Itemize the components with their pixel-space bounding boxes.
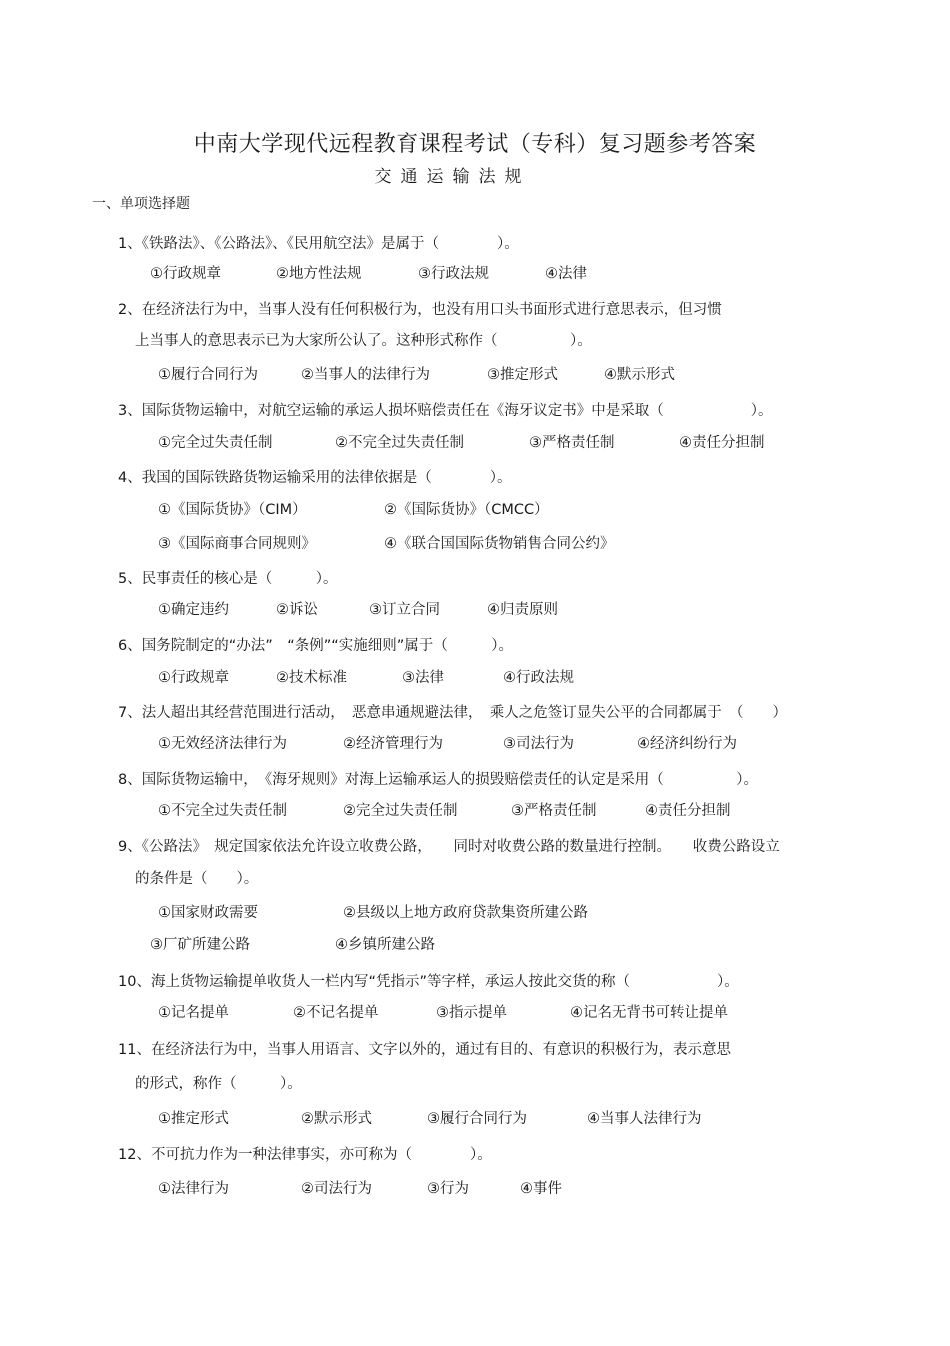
q4-option-1: ①《国际货协》（CIM） (158, 502, 307, 518)
q12-option-2: ②司法行为 (301, 1181, 372, 1197)
q7-option-1: ①无效经济法律行为 (158, 736, 287, 752)
q9-option-3: ③厂矿所建公路 (150, 937, 250, 953)
question-7-text: 7、法人超出其经营范围进行活动， 恶意串通规避法律， 乘人之危签订显失公平的合同都属于 （ ） (118, 705, 787, 721)
q12-option-1: ①法律行为 (158, 1181, 229, 1197)
q5-option-2: ②诉讼 (276, 602, 318, 618)
question-4-text: 4、我国的国际铁路货物运输采用的法律依据是（ ）。 (118, 470, 512, 486)
question-8-text: 8、国际货物运输中， 《海牙规则》对海上运输承运人的损毁赔偿责任的认定是采用（ ）。 (118, 772, 758, 788)
q2-option-2: ②当事人的法律行为 (301, 367, 430, 383)
q7-option-4: ④经济纠纷行为 (637, 736, 737, 752)
q2-option-3: ③推定形式 (487, 367, 558, 383)
q1-option-4: ④法律 (545, 266, 587, 282)
q10-option-4: ④记名无背书可转让提单 (570, 1005, 728, 1021)
q1-option-1: ①行政规章 (150, 266, 221, 282)
page-subtitle: 交通运输法规 (374, 167, 531, 187)
q1-option-2: ②地方性法规 (276, 266, 362, 282)
q4-option-3: ③《国际商事合同规则》 (158, 536, 316, 552)
q10-option-3: ③指示提单 (436, 1005, 507, 1021)
page-title: 中南大学现代远程教育课程考试（专科）复习题参考答案 (193, 132, 757, 157)
question-2-text-cont: 上当事人的意思表示已为大家所公认了。这种形式称作（ ）。 (135, 333, 592, 349)
question-2-text: 2、在经济法行为中，当事人没有任何积极行为，也没有用口头书面形式进行意思表示，但习惯 (118, 302, 722, 318)
q7-option-3: ③司法行为 (503, 736, 574, 752)
q12-option-4: ④事件 (520, 1181, 562, 1197)
q11-option-2: ②默示形式 (301, 1111, 372, 1127)
q6-option-3: ③法律 (402, 670, 444, 686)
question-9-text-cont: 的条件是（ ）。 (135, 871, 259, 887)
question-10-text: 10、海上货物运输提单收货人一栏内写“凭指示”等字样，承运人按此交货的称（ ）。 (118, 974, 739, 990)
q11-option-4: ④当事人法律行为 (587, 1111, 702, 1127)
question-6-text: 6、国务院制定的“办法” “条例”“实施细则”属于（ ）。 (118, 638, 514, 654)
q7-option-2: ②经济管理行为 (343, 736, 443, 752)
q9-option-4: ④乡镇所建公路 (335, 937, 435, 953)
q11-option-1: ①推定形式 (158, 1111, 229, 1127)
question-12-text: 12、不可抗力作为一种法律事实，亦可称为（ ）。 (118, 1147, 492, 1163)
q5-option-3: ③订立合同 (369, 602, 440, 618)
q8-option-2: ②完全过失责任制 (343, 803, 458, 819)
q10-option-1: ①记名提单 (158, 1005, 229, 1021)
q1-option-3: ③行政法规 (418, 266, 489, 282)
q6-option-4: ④行政法规 (503, 670, 574, 686)
section-heading: 一、单项选择题 (92, 196, 190, 212)
q12-option-3: ③行为 (427, 1181, 469, 1197)
q3-option-4: ④责任分担制 (679, 435, 765, 451)
q9-option-1: ①国家财政需要 (158, 905, 258, 921)
q4-option-2: ②《国际货协》（CMCC） (384, 502, 549, 518)
q2-option-4: ④默示形式 (604, 367, 675, 383)
q6-option-2: ②技术标准 (276, 670, 347, 686)
q8-option-4: ④责任分担制 (645, 803, 731, 819)
q3-option-1: ①完全过失责任制 (158, 435, 273, 451)
question-11-text-cont: 的形式，称作（ ）。 (135, 1076, 302, 1092)
q5-option-4: ④归责原则 (487, 602, 558, 618)
q9-option-2: ②县级以上地方政府贷款集资所建公路 (343, 905, 588, 921)
q2-option-1: ①履行合同行为 (158, 367, 258, 383)
question-9-text: 9、《公路法》 规定国家依法允许设立收费公路， 同时对收费公路的数量进行控制。 收费公路设立 (118, 839, 780, 855)
q3-option-3: ③严格责任制 (529, 435, 615, 451)
question-3-text: 3、国际货物运输中，对航空运输的承运人损坏赔偿责任在《海牙议定书》中是采取（ ）。 (118, 403, 773, 419)
q3-option-2: ②不完全过失责任制 (335, 435, 464, 451)
q4-option-4: ④《联合国国际货物销售合同公约》 (384, 536, 615, 552)
q11-option-3: ③履行合同行为 (427, 1111, 527, 1127)
q5-option-1: ①确定违约 (158, 602, 229, 618)
q8-option-3: ③严格责任制 (511, 803, 597, 819)
q8-option-1: ①不完全过失责任制 (158, 803, 287, 819)
question-1-text: 1、《铁路法》、《公路法》、《民用航空法》是属于（ ）。 (118, 236, 519, 252)
q6-option-1: ①行政规章 (158, 670, 229, 686)
question-5-text: 5、民事责任的核心是（ ）。 (118, 571, 338, 587)
q10-option-2: ②不记名提单 (293, 1005, 379, 1021)
question-11-text: 11、在经济法行为中，当事人用语言、文字以外的，通过有目的、有意识的积极行为，表示意思 (118, 1042, 731, 1058)
